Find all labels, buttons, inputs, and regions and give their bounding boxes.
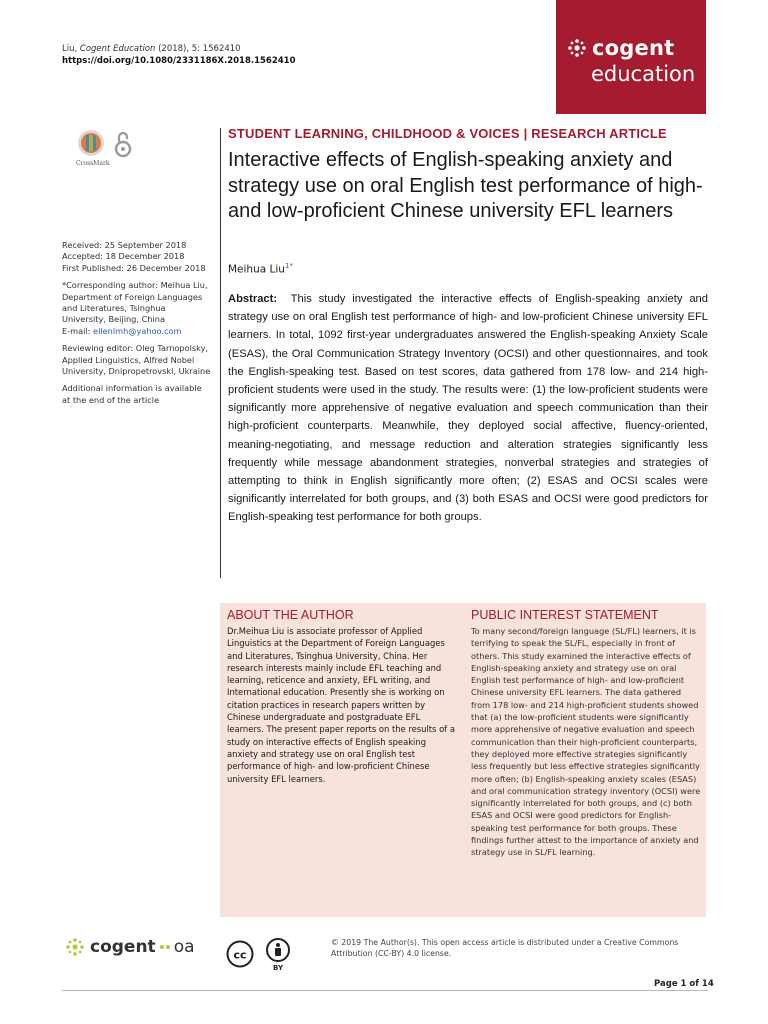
crossmark-icon[interactable]: [76, 128, 106, 158]
about-author-text: Dr.Meihua Liu is associate professor of Applied Linguistics at the Department of Foreign Languages and Literatures, Tsinghua University, China. Her research interests mainly include EFL teaching and learning, reticence and anxiety, EFL writing, and International education. Presently she is working on citation practices in research papers written by Chinese undergraduate and postgraduate EFL learners. The present paper reports on the results of a study on interactive effects of English speaking anxiety and strategy use on oral English test performance of high- and low-proficient Chinese university EFL learners.: [227, 626, 455, 784]
email-link[interactable]: ellenlmh@yahoo.com: [93, 325, 182, 336]
article-icons: [76, 128, 156, 173]
attribution-icon: [264, 938, 292, 966]
dates-block: [62, 240, 212, 274]
abstract-label: Abstract:: [228, 293, 278, 305]
author-affiliation-mark[interactable]: 1*: [284, 262, 293, 270]
public-interest-heading: PUBLIC INTEREST STATEMENT: [471, 608, 659, 622]
article-sidebar: [62, 240, 212, 412]
citation-prefix: Liu,: [62, 44, 80, 54]
email-label: E-mail:: [62, 325, 94, 336]
footer-logo-suffix: oa: [173, 937, 195, 957]
abstract-text: This study investigated the interactive effects of English-speaking anxiety and strategy use on oral English test performance of high- and low-proficient Chinese university EFL learners. In total, 1092 first-year undergraduates answered the English-speaking Anxiety Scale (ESAS), the Oral Communication Strategy Inventory (OCSI) and other questionnaires, and took the English-speaking test. Based on test scores, data gathered from 178 low- and 214 high-proficient students were used in the study. The results were: (1) the low-proficient students were significantly more apprehensive of negative evaluation and speech communication than their high-proficient counterparts. Meanwhile, they deployed social affective, fluency-oriented, meaning-negotiating, and message reduction and alteration strategies significantly less frequently while message abandonment strategies, nonverbal strategies and strategies of attempting to think in English significantly more often; (2) ESAS and OCSI scales were significantly interrelated for both groups, and (3) both ESAS and OCSI were good predictors for English-speaking test performance for both groups.: [228, 293, 709, 524]
summary-box: [220, 603, 706, 917]
cc-icon: [226, 940, 254, 968]
footer-logo-name: cogent: [90, 937, 156, 957]
article-title: Interactive effects of English-speaking anxiety and strategy use on oral English test performance of high- and low-proficient Chinese university EFL learners: [228, 149, 703, 222]
journal-name: Cogent Education: [79, 44, 156, 54]
dots-icon: [159, 944, 171, 950]
open-access-icon: [114, 130, 132, 158]
vertical-divider: [220, 128, 221, 578]
public-interest-column: [471, 608, 701, 859]
article-section: STUDENT LEARNING, CHILDHOOD & VOICES | RESEARCH ARTICLE: [228, 126, 667, 141]
corresponding-block: [62, 280, 212, 337]
public-interest-text: To many second/foreign language (SL/FL) learners, it is terrifying to speak the SL/FL, especially in front of others. This study examined the interactive effects of English-speaking anxiety and strategy use on oral English test performance of high- and low-proficient Chinese university EFL learners. The data gathered from 178 low- and 214 high-proficient students showed that (a) the low-proficient students were significantly more apprehensive of negative evaluation and speech communication than their high-proficient counterparts, they deployed more effective strategies significantly less frequently but less effective strategies significantly more often; (b) English-speaking anxiety scales (ESAS) and oral communication strategy inventory (OCSI) were significantly interrelated for both groups, and (c) both ESAS and OCSI were good predictors for English-speaking test performance for both groups. These findings further attest to the importance of anxiety and strategy use in SL/FL learning.: [471, 626, 701, 858]
cogent-oa-logo: [64, 936, 195, 958]
journal-brand-block: [556, 0, 706, 114]
about-author-column: [227, 608, 455, 785]
brand-subtitle: education: [591, 62, 696, 86]
author-name[interactable]: Meihua Liu: [228, 263, 285, 276]
accepted-date: Accepted: 18 December 2018: [62, 251, 185, 262]
corresponding-author: *Corresponding author: Meihua Liu, Department of Foreign Languages and Literatures, Tsinghua University, Beijing, China: [62, 280, 208, 325]
cogent-logo-icon: [566, 37, 588, 59]
footer-rule: [62, 990, 708, 991]
reviewing-editor: Reviewing editor: Oleg Tarnopolsky, Applied Linguistics, Alfred Nobel University, Dnipropetrovskl, Ukraine: [62, 343, 211, 377]
citation-suffix: (2018), 5: 1562410: [155, 44, 241, 54]
about-author-heading: ABOUT THE AUTHOR: [227, 608, 354, 622]
page-number: Page 1 of 14: [654, 979, 714, 989]
additional-info: Additional information is available at the end of the article: [62, 383, 202, 405]
svg-text:cc: cc: [233, 948, 247, 962]
author-line: [228, 262, 293, 276]
license-text: © 2019 The Author(s). This open access article is distributed under a Creative Commons Attribution (CC-BY) 4.0 license.: [331, 938, 679, 958]
published-date: First Published: 26 December 2018: [62, 262, 206, 273]
received-date: Received: 25 September 2018: [62, 240, 187, 250]
crossmark-label: CrossMark: [76, 160, 110, 167]
cc-license-badge[interactable]: [226, 938, 296, 974]
brand-name: cogent: [592, 36, 675, 60]
citation-header: [62, 43, 296, 67]
cc-by-label: BY: [273, 964, 284, 972]
cogent-oa-logo-icon: [64, 936, 86, 958]
doi-link[interactable]: https://doi.org/10.1080/2331186X.2018.1562410: [62, 56, 296, 66]
abstract: [228, 290, 708, 527]
